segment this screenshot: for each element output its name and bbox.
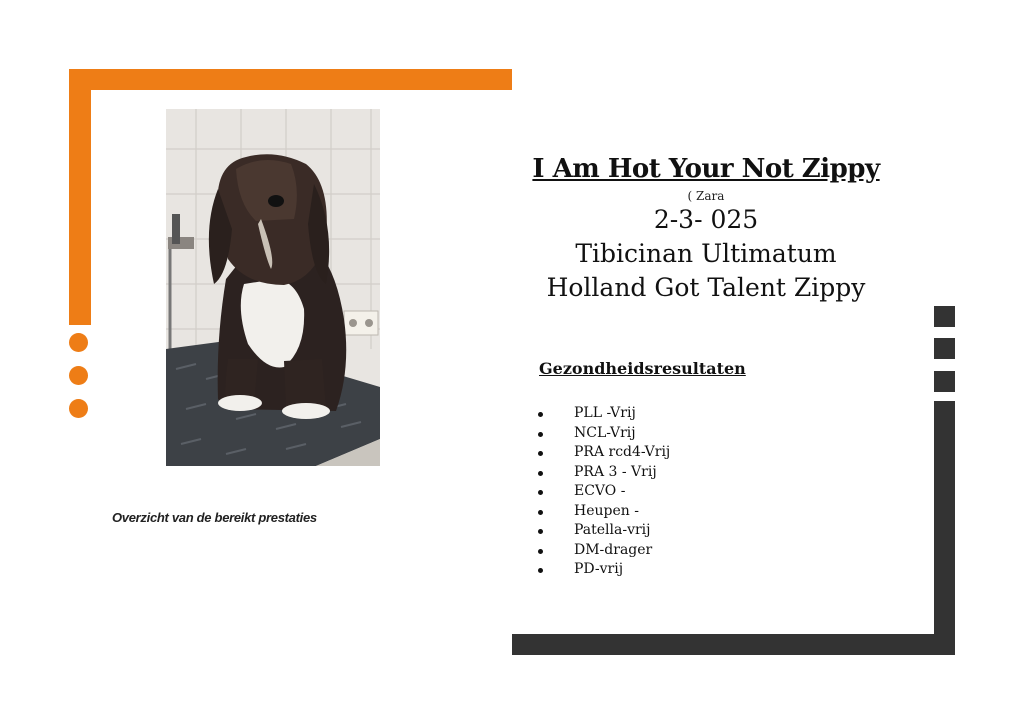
date-line: 2-3- 025 bbox=[653, 205, 759, 234]
health-item-label: PRA rcd4-Vrij bbox=[574, 444, 671, 460]
list-item bbox=[538, 560, 670, 580]
health-item-label: Patella-vrij bbox=[574, 522, 651, 538]
bullet-icon bbox=[538, 549, 543, 554]
bullet-icon bbox=[538, 432, 543, 437]
orange-frame-left bbox=[69, 69, 91, 325]
list-item bbox=[538, 541, 670, 561]
dog-photo-illustration bbox=[166, 109, 380, 466]
health-item-label: PLL -Vrij bbox=[574, 405, 636, 421]
title-line-1: Tibicinan Ultimatum bbox=[575, 239, 837, 268]
list-item bbox=[538, 502, 670, 522]
orange-dot bbox=[69, 399, 88, 418]
title-line-2: Holland Got Talent Zippy bbox=[546, 273, 866, 302]
health-item-label: DM-drager bbox=[574, 541, 653, 558]
health-results-list bbox=[538, 404, 670, 580]
list-item bbox=[538, 463, 670, 483]
health-item-label: ECVO - bbox=[574, 483, 626, 499]
bullet-icon bbox=[538, 412, 543, 417]
health-item-label: PD-vrij bbox=[574, 561, 624, 577]
orange-frame-top bbox=[69, 69, 512, 90]
health-item-label: PRA 3 - Vrij bbox=[574, 463, 657, 480]
dog-subtitle: ( Zara bbox=[687, 189, 725, 203]
bullet-icon bbox=[538, 490, 543, 495]
dark-frame-bottom bbox=[512, 634, 955, 655]
dark-square bbox=[934, 306, 955, 327]
list-item bbox=[538, 482, 670, 502]
orange-dot bbox=[69, 366, 88, 385]
bullet-icon bbox=[538, 568, 543, 573]
dark-square bbox=[934, 338, 955, 359]
dark-square bbox=[934, 371, 955, 392]
bullet-icon bbox=[538, 451, 543, 456]
list-item bbox=[538, 521, 670, 541]
bullet-icon bbox=[538, 471, 543, 476]
bullet-icon bbox=[538, 510, 543, 515]
orange-dot bbox=[69, 333, 88, 352]
health-item-label: Heupen - bbox=[574, 502, 639, 519]
dog-name-title: I Am Hot Your Not Zippy bbox=[532, 154, 880, 184]
dark-frame-right bbox=[934, 401, 955, 655]
dog-photo bbox=[166, 109, 380, 466]
health-item-label: NCL-Vrij bbox=[574, 424, 636, 441]
bullet-icon bbox=[538, 529, 543, 534]
list-item bbox=[538, 443, 670, 463]
list-item bbox=[538, 424, 670, 444]
list-item bbox=[538, 404, 670, 424]
health-heading: Gezondheidsresultaten bbox=[539, 359, 746, 378]
caption: Overzicht van de bereikt prestaties bbox=[112, 510, 317, 525]
